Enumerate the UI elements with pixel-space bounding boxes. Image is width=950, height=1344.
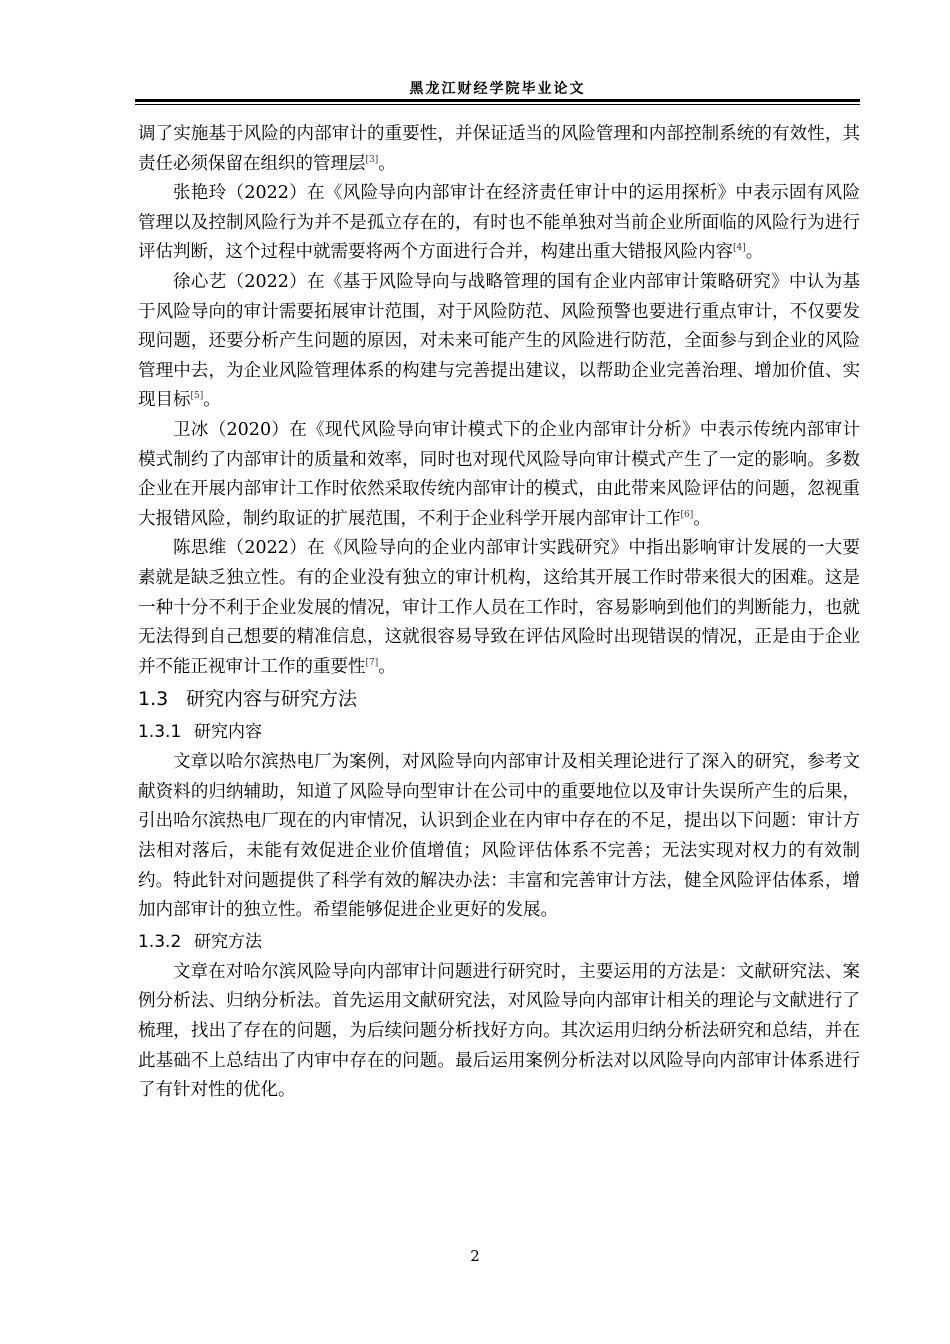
paragraph-end: 。: [203, 390, 221, 411]
section-title: 研究内容与研究方法: [186, 688, 358, 711]
citation-mark: [5]: [190, 391, 204, 402]
paragraph: [138, 268, 860, 416]
paragraph-end: 。: [378, 153, 396, 174]
paragraph-text: 张艳玲（2022）在《风险导向内部审计在经济责任审计中的运用探析》中表示固有风险管理以及控制风险行为并不是孤立存在的，有时也不能单独对当前企业所面临的风险行为进行评估判断，这个过程中就需要将两个方面进行合并，构建出重大错报风险内容: [138, 183, 860, 263]
paragraph-text: 调了实施基于风险的内部审计的重要性，并保证适当的风险管理和内部控制系统的有效性，其责任必须保留在组织的管理层: [138, 124, 860, 174]
paragraph-text: 徐心艺（2022）在《基于风险导向与战略管理的国有企业内部审计策略研究》中认为基于风险导向的审计需要拓展审计范围，对于风险防范、风险预警也要进行重点审计，不仅要发现问题，还要分析产生问题的原因，对未来可能产生的风险进行防范，全面参与到企业的风险管理中去，为企业风险管理体系的构建与完善提出建议，以帮助企业完善治理、增加价值、实现目标: [138, 271, 860, 411]
running-header: 黑龙江财经学院毕业论文: [409, 81, 586, 97]
section-heading: [138, 682, 860, 716]
page-number: 2: [470, 1247, 480, 1265]
paragraph-end: 。: [693, 508, 711, 529]
paragraph: [138, 120, 860, 179]
paragraph: [138, 179, 860, 268]
subsection-title: 研究方法: [194, 931, 262, 952]
subsection-title: 研究内容: [194, 722, 262, 743]
header-rule-thick: [135, 99, 860, 102]
citation-mark: [3]: [365, 154, 379, 165]
citation-mark: [7]: [365, 657, 379, 668]
paragraph: 文章以哈尔滨热电厂为案例，对风险导向内部审计及相关理论进行了深入的研究，参考文献资料的归纳辅助，知道了风险导向型审计在公司中的重要地位以及审计失误所产生的后果，引出哈尔滨热电厂现在的内审情况，认识到企业在内审中存在的不足，提出以下问题：审计方法相对落后，未能有效促进企业价值增值；风险评估体系不完善；无法实现对权力的有效制约。特此针对问题提供了科学有效的解决办法：丰富和完善审计方法，健全风险评估体系，增加内部审计的独立性。希望能够促进企业更好的发展。: [138, 752, 860, 921]
citation-mark: [4]: [733, 243, 746, 254]
citation-mark: [6]: [680, 509, 694, 520]
subsection-number: 1.3.1: [138, 722, 182, 743]
subsection-heading: [138, 926, 860, 958]
paragraph-end: 。: [378, 656, 396, 677]
header-rule-thin: [135, 104, 860, 105]
paragraph: [138, 534, 860, 682]
paragraph: [138, 416, 860, 534]
paragraph-text: 陈思维（2022）在《风险导向的企业内部审计实践研究》中指出影响审计发展的一大要素就是缺乏独立性。有的企业没有独立的审计机构，这给其开展工作时带来很大的困难。这是一种十分不利于企业发展的情况，审计工作人员在工作时，容易影响到他们的判断能力，也就无法得到自己想要的精准信息，这就很容易导致在评估风险时出现错误的情况，正是由于企业并不能正视审计工作的重要性: [138, 538, 860, 677]
paragraph-text: 卫冰（2020）在《现代风险导向审计模式下的企业内部审计分析》中表示传统内部审计模式制约了内部审计的质量和效率，同时也对现代风险导向审计模式产生了一定的影响。多数企业在开展内部审计工作时依然采取传统内部审计的模式，由此带来风险评估的问题，忽视重大报错风险，制约取证的扩展范围，不利于企业科学开展内部审计工作: [138, 419, 860, 529]
subsection-number: 1.3.2: [138, 931, 182, 952]
body-content: [138, 120, 860, 1106]
subsection-heading: [138, 716, 860, 748]
paragraph-end: 。: [745, 242, 764, 263]
section-number: 1.3: [138, 688, 169, 711]
paragraph: 文章在对哈尔滨风险导向内部审计问题进行研究时，主要运用的方法是：文献研究法、案例分析法、归纳分析法。首先运用文献研究法，对风险导向内部审计相关的理论与文献进行了梳理，找出了存在的问题，为后续问题分析找好方向。其次运用归纳分析法研究和总结，并在此基础不上总结出了内审中存在的问题。最后运用案例分析法对以风险导向内部审计体系进行了有针对性的优化。: [138, 961, 860, 1101]
